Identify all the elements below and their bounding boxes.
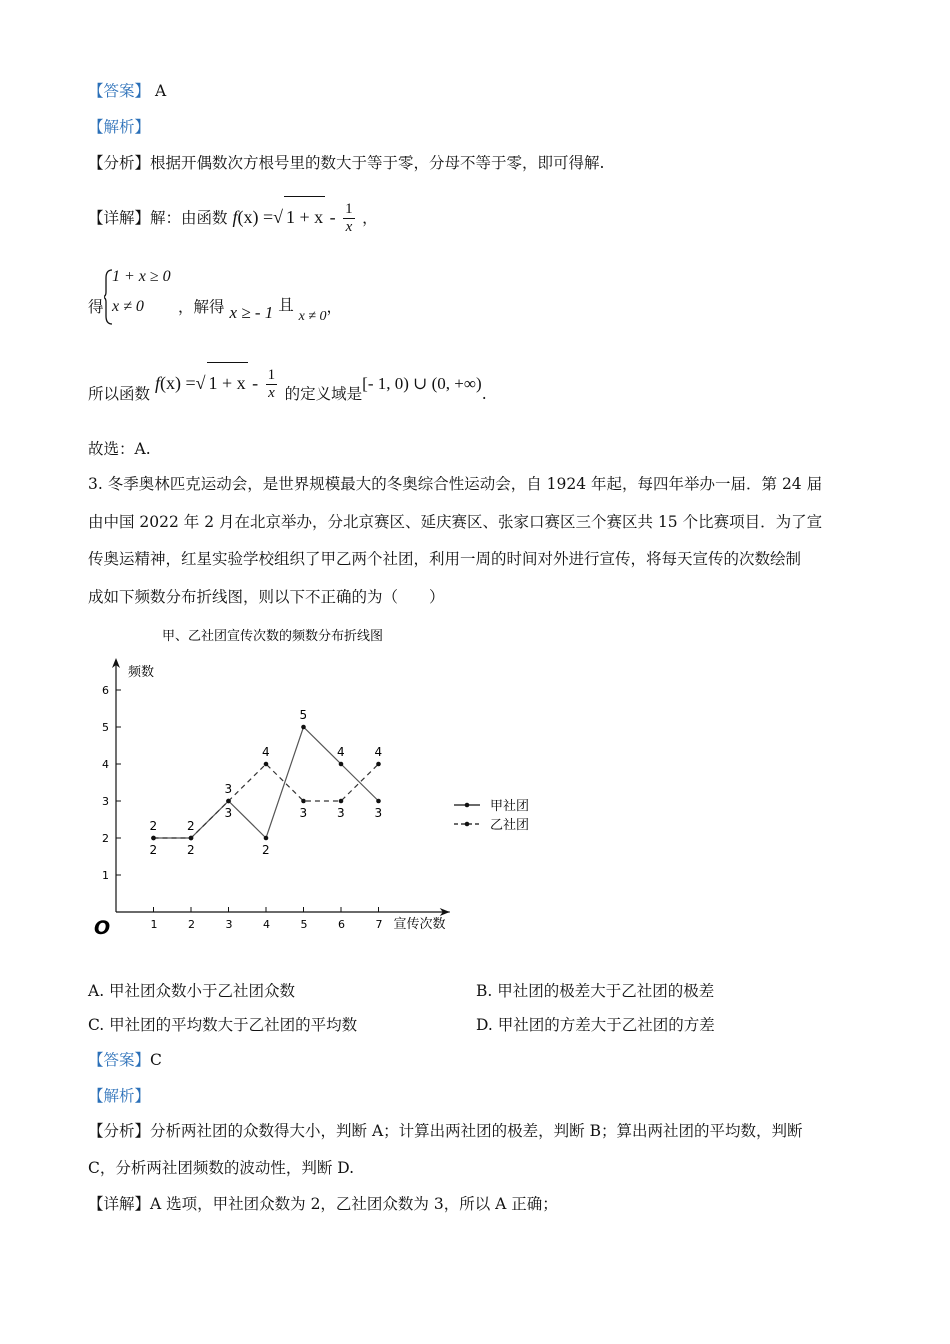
legend-marker-jia: [465, 803, 470, 808]
data-label-jia: 5: [299, 708, 308, 722]
guxuan-line: 故选：A.: [88, 440, 151, 458]
data-label-yi: 4: [374, 745, 383, 759]
q2-analysis-tag: 【解析】: [88, 118, 151, 136]
data-label-jia: 3: [374, 806, 383, 820]
y-tick-label: 3: [102, 795, 109, 808]
frequency-line-chart: [88, 620, 558, 950]
fenxi-text: 根据开偶数次方根号里的数大于等于零，分母不等于零，即可得解.: [150, 154, 605, 172]
q3-answer-line: 【答案】C: [88, 1051, 162, 1069]
data-label-yi: 3: [337, 806, 345, 820]
x-tick-label: 5: [300, 918, 308, 931]
x-axis-label: 宣传次数: [393, 917, 446, 932]
data-label-jia: 3: [224, 782, 233, 796]
data-label-yi: 2: [149, 843, 158, 857]
x-tick-label: 6: [338, 918, 345, 931]
data-label-jia: 2: [149, 819, 158, 833]
data-point-yi: [226, 799, 231, 804]
q2-answer-line: [88, 80, 166, 102]
option-b: B. 甲社团的极差大于乙社团的极差: [476, 982, 715, 1000]
data-label-yi: 2: [187, 843, 195, 857]
data-label-jia: 2: [187, 819, 195, 833]
legend-label-yi: 乙社团: [490, 818, 530, 833]
data-point-jia: [301, 725, 306, 730]
q3-fenxi-line-2: C，分析两社团频数的波动性，判断 D.: [88, 1159, 355, 1177]
q2-detail-line: 【详解】解：由函数 f(x) =√ 1 + x - $\frac{1}{x}$ ，: [88, 196, 378, 238]
legend-marker-yi: [465, 822, 470, 827]
x-tick-label: 3: [225, 918, 233, 931]
domain-interval: [- 1, 0) ∪ (0, +∞): [362, 374, 482, 393]
data-label-yi: 3: [299, 806, 308, 820]
data-point-jia: [376, 799, 381, 804]
data-point-yi: [189, 836, 194, 841]
domain-line: 所以函数 f(x) =√ 1 + x - $\frac{1}{x}$ 的定义域是[- 1, 0) ∪ (0, +∞).: [88, 362, 487, 404]
option-a: A. 甲社团众数小于乙社团众数: [88, 982, 296, 1000]
q3-detail-line: 【详解】A 选项，甲社团众数为 2，乙社团众数为 3，所以 A 正确；: [88, 1195, 558, 1213]
y-tick-label: 2: [102, 832, 109, 845]
origin-label: O: [94, 917, 111, 939]
stem-line-1: 3. 冬季奥林匹克运动会，是世界规模最大的冬奥综合性运动会，自 1924 年起，每四年举办一届．第 24 届: [88, 475, 823, 493]
q3-fenxi-line-1: 【分析】分析两社团的众数得大小，判断 A；计算出两社团的极差，判断 B；算出两社团的平均数，判断: [88, 1122, 803, 1140]
q3-analysis-tag: 【解析】: [88, 1087, 151, 1105]
data-point-yi: [151, 836, 156, 841]
y-tick-label: 6: [102, 684, 109, 697]
answer-value: A: [154, 82, 167, 100]
data-label-yi: 3: [224, 806, 233, 820]
y-tick-label: 5: [102, 721, 109, 734]
data-label-yi: 4: [262, 745, 270, 759]
x-tick-label: 1: [150, 918, 158, 931]
data-point-jia: [339, 762, 344, 767]
option-d: D. 甲社团的方差大于乙社团的方差: [476, 1016, 715, 1034]
x-tick-label: 7: [375, 918, 383, 931]
detail-prefix: 解：由函数: [150, 209, 228, 227]
q3-stem: [88, 466, 863, 616]
de-label: 得: [88, 298, 104, 316]
x-tick-label: 2: [188, 918, 195, 931]
fenxi-tag: 【分析】: [88, 154, 151, 172]
system-row-1: 1 + x ≥ 0: [112, 268, 171, 285]
y-axis-label: 频数: [128, 665, 155, 680]
q2-fenxi-line: [88, 152, 604, 174]
data-point-yi: [339, 799, 344, 804]
stem-line-2: 由中国 2022 年 2 月在北京举办，分北京赛区、延庆赛区、张家口赛区三个赛区共 15 个比赛项目．为了宣: [88, 512, 823, 531]
answer-tag: 【答案】: [88, 82, 151, 100]
system-row-2: x ≠ 0: [112, 298, 144, 315]
data-point-yi: [264, 762, 269, 767]
data-point-yi: [301, 799, 306, 804]
x-tick-label: 4: [263, 918, 270, 931]
function-expression: f(x) =√ 1 + x - $\frac{1}{x}$: [232, 207, 362, 227]
data-point-yi: [376, 762, 381, 767]
stem-line-3: 传奥运精神，红星实验学校组织了甲乙两个社团，利用一周的时间对外进行宣传，将每天宣传的次数绘制: [88, 550, 802, 568]
data-label-jia: 4: [337, 745, 345, 759]
legend-label-jia: 甲社团: [490, 799, 530, 814]
data-label-jia: 2: [262, 843, 270, 857]
detail-tag: 【详解】: [88, 209, 151, 227]
y-tick-label: 1: [102, 869, 109, 882]
chart-title: 甲、乙社团宣传次数的频数分布折线图: [162, 629, 384, 644]
stem-line-4: 成如下频数分布折线图，则以下不正确的为（ ）: [88, 587, 445, 606]
solution-line: ，解得 x ≥ - 1 且 x ≠ 0，: [178, 296, 343, 324]
option-c: C. 甲社团的平均数大于乙社团的平均数: [88, 1016, 358, 1034]
data-point-jia: [264, 836, 269, 841]
y-tick-label: 4: [102, 758, 109, 771]
